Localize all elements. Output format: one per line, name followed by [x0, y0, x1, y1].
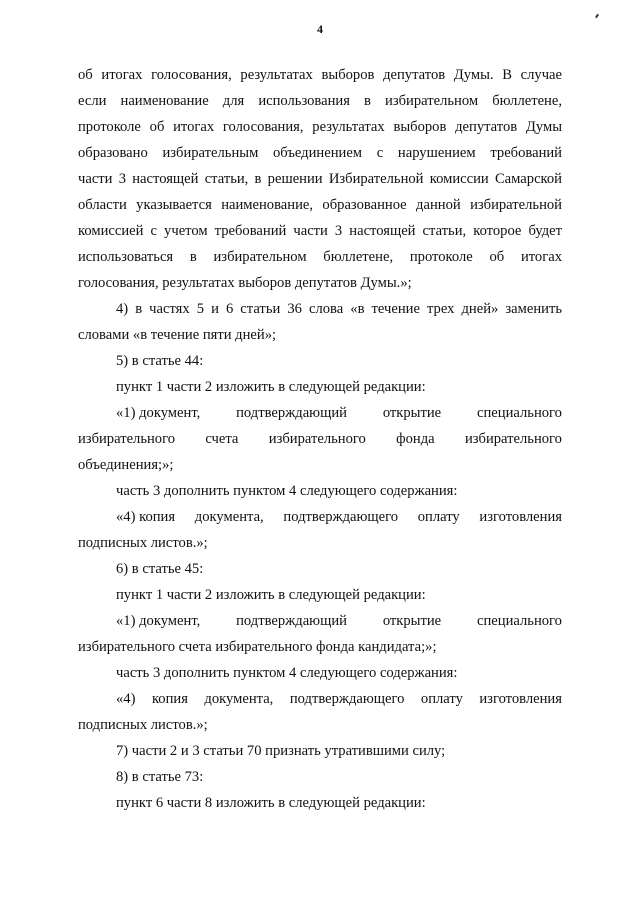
word: документа, — [204, 691, 274, 707]
paragraph-quote — [78, 504, 562, 556]
word: «4) копия — [116, 509, 176, 525]
text-line: 4) в частях 5 и 6 статьи 36 слова «в течение трех дней» заменить — [116, 301, 562, 317]
text-line — [78, 504, 562, 530]
paragraph-item-4 — [78, 296, 562, 348]
paragraph-item-5 — [78, 348, 562, 374]
paragraph-item-6 — [78, 556, 562, 582]
word: подтверждающий — [236, 613, 347, 629]
text-line: подписных листов.»; — [78, 535, 208, 551]
paragraph-item-7 — [78, 738, 562, 764]
text-line: 8) в статье 73: — [116, 769, 204, 785]
text-line: пункт 1 части 2 изложить в следующей редакции: — [116, 587, 426, 603]
text-line — [78, 400, 562, 426]
text-line: об итогах голосования, результатах выборов депутатов Думы. В случае — [78, 67, 562, 83]
document-body — [78, 62, 562, 816]
word: «1) документ, — [116, 613, 201, 629]
word: оплату — [417, 509, 460, 525]
paragraph-instruction — [78, 660, 562, 686]
text-line: часть 3 дополнить пунктом 4 следующего содержания: — [116, 483, 458, 499]
text-line: части 3 настоящей статьи, в решении Избирательной комиссии Самарской — [78, 171, 562, 187]
paragraph-quote — [78, 608, 562, 660]
word: фонда — [396, 431, 435, 447]
paragraph-instruction — [78, 790, 562, 816]
paragraph-instruction — [78, 582, 562, 608]
text-line — [78, 426, 562, 452]
word: специального — [477, 613, 562, 629]
word: открытие — [382, 613, 442, 629]
paragraph-quote — [78, 400, 562, 478]
text-line: если наименование для использования в избирательном бюллетене, — [78, 93, 562, 109]
paragraph-item-8 — [78, 764, 562, 790]
word: изготовления — [479, 509, 562, 525]
word: документа, — [194, 509, 264, 525]
text-line: области указывается наименование, образованное данной избирательной — [78, 197, 562, 213]
scan-speck — [595, 14, 599, 18]
text-line — [78, 686, 562, 712]
word: изготовления — [479, 691, 562, 707]
text-line: 5) в статье 44: — [116, 353, 204, 369]
text-line — [78, 608, 562, 634]
word: специального — [477, 405, 562, 421]
text-line: использоваться в избирательном бюллетене, протоколе об итогах — [78, 249, 562, 265]
text-line: часть 3 дополнить пунктом 4 следующего содержания: — [116, 665, 458, 681]
text-line: пункт 1 части 2 изложить в следующей редакции: — [116, 379, 426, 395]
word: открытие — [382, 405, 442, 421]
text-line: 7) части 2 и 3 статьи 70 признать утратившими силу; — [116, 743, 446, 759]
text-line: образовано избирательным объединением с нарушением требований — [78, 145, 562, 161]
word: счета — [205, 431, 239, 447]
paragraph-quote — [78, 686, 562, 738]
word: избирательного — [78, 431, 176, 447]
word: избирательного — [268, 431, 366, 447]
word: оплату — [420, 691, 463, 707]
text-line: пункт 6 части 8 изложить в следующей редакции: — [116, 795, 426, 811]
word: «1) документ, — [116, 405, 201, 421]
text-line: комиссией с учетом требований части 3 настоящей статьи, которое будет — [78, 223, 562, 239]
paragraph-instruction — [78, 478, 562, 504]
text-line: избирательного счета избирательного фонда кандидата;»; — [78, 639, 437, 655]
text-line: протоколе об итогах голосования, результатах выборов депутатов Думы — [78, 119, 562, 135]
word: «4) — [116, 691, 136, 707]
paragraph-instruction — [78, 374, 562, 400]
word: подтверждающего — [289, 691, 405, 707]
word: подтверждающий — [236, 405, 347, 421]
text-line: объединения;»; — [78, 457, 174, 473]
text-line: словами «в течение пяти дней»; — [78, 327, 277, 343]
word: подтверждающего — [283, 509, 399, 525]
text-line: 6) в статье 45: — [116, 561, 204, 577]
text-line: подписных листов.»; — [78, 717, 208, 733]
page-number: 4 — [317, 22, 323, 36]
paragraph-1 — [78, 62, 562, 296]
text-line: голосования, результатах выборов депутатов Думы.»; — [78, 275, 412, 291]
word: избирательного — [464, 431, 562, 447]
word: копия — [151, 691, 188, 707]
